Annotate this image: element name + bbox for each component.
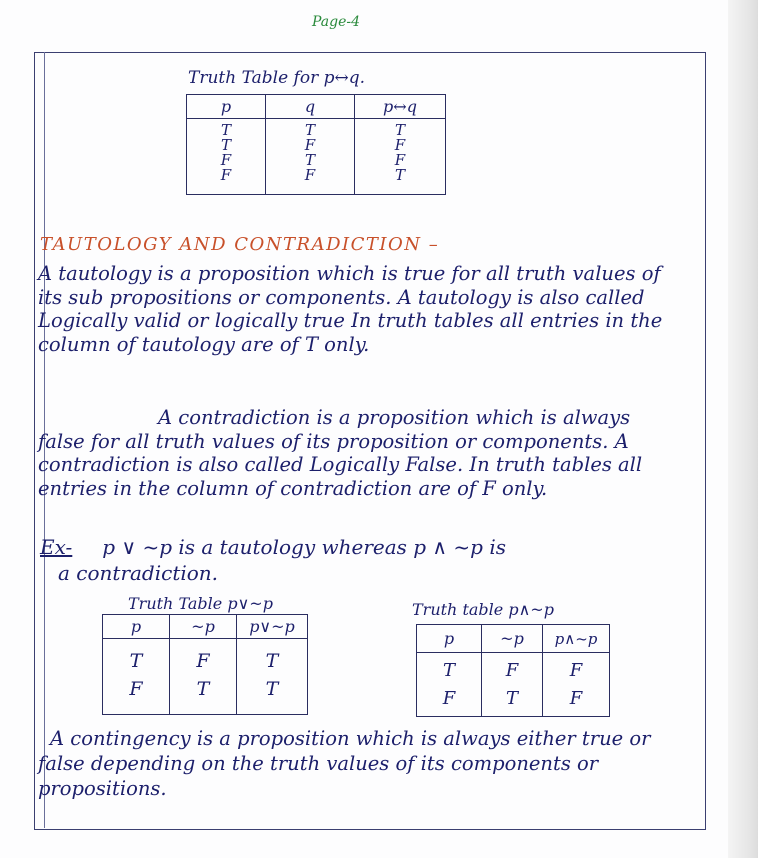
table3-header-notp: ~p xyxy=(482,625,543,653)
table3-col-p xyxy=(417,653,482,717)
table1-col-p xyxy=(187,119,266,195)
table-cell: F xyxy=(442,688,456,709)
table-cell: F xyxy=(304,136,316,154)
example xyxy=(40,534,680,586)
truth-table-biconditional xyxy=(186,94,446,195)
table-cell: T xyxy=(220,121,231,139)
table-cell: T xyxy=(129,650,143,672)
table3-header-p: p xyxy=(417,625,482,653)
table3-title: Truth table p∧~p xyxy=(412,600,554,619)
table-cell: F xyxy=(129,678,143,700)
table2-header-p: p xyxy=(103,615,170,639)
example-label: Ex- xyxy=(40,535,73,559)
table1-col-q xyxy=(266,119,355,195)
table-cell: T xyxy=(265,678,279,700)
table-cell: F xyxy=(196,650,210,672)
table-cell: F xyxy=(569,660,583,681)
table2-header-porp: p∨~p xyxy=(237,615,308,639)
table-cell: T xyxy=(505,688,518,709)
table-cell: T xyxy=(442,660,455,681)
example-line2: a contradiction. xyxy=(58,561,219,585)
table2-title: Truth Table p∨~p xyxy=(128,594,273,613)
table2-col-p xyxy=(103,639,170,715)
table-cell: F xyxy=(220,151,232,169)
tautology-paragraph: A tautology is a proposition which is true for all truth values of its sub propositions or components. A tautology is also called Logically valid or logically true In truth tables all entries in the column of tautology are of T only. xyxy=(38,262,663,356)
truth-table-contradiction xyxy=(416,624,610,717)
table-cell: F xyxy=(569,688,583,709)
table-cell: F xyxy=(505,660,519,681)
page-number: Page-4 xyxy=(312,14,361,30)
truth-table-tautology xyxy=(102,614,308,715)
table-cell: T xyxy=(196,678,210,700)
table-cell: F xyxy=(220,166,232,184)
table-cell: T xyxy=(304,121,315,139)
table1-title: Truth Table for p↔q. xyxy=(188,68,366,88)
table3-col-pandp xyxy=(543,653,610,717)
table-cell: T xyxy=(265,650,279,672)
table-cell: T xyxy=(394,166,405,184)
table-cell: T xyxy=(304,151,315,169)
table-cell: F xyxy=(394,136,406,154)
table2-col-notp xyxy=(170,639,237,715)
table1-header-p: p xyxy=(187,95,266,119)
table1-header-pq: p↔q xyxy=(355,95,446,119)
section-heading: TAUTOLOGY AND CONTRADICTION – xyxy=(40,234,440,255)
table-cell: F xyxy=(394,151,406,169)
scan-edge xyxy=(728,0,758,858)
contingency-paragraph: A contingency is a proposition which is always either true or false depending on the truth values of its components or propositions. xyxy=(38,727,651,800)
table-cell: T xyxy=(220,136,231,154)
table-cell: F xyxy=(304,166,316,184)
table-cell: T xyxy=(394,121,405,139)
table1-header-q: q xyxy=(266,95,355,119)
table3-header-pandp: p∧~p xyxy=(543,625,610,653)
table2-col-porp xyxy=(237,639,308,715)
contradiction-paragraph: A contradiction is a proposition which is always false for all truth values of its proposition or components. A contradiction is also called Logically False. In truth tables all entries in the column of contradiction are of F only. xyxy=(38,406,643,500)
example-line1: p ∨ ~p is a tautology whereas p ∧ ~p is xyxy=(102,535,506,559)
table2-header-notp: ~p xyxy=(170,615,237,639)
table1-col-pq xyxy=(355,119,446,195)
table3-col-notp xyxy=(482,653,543,717)
